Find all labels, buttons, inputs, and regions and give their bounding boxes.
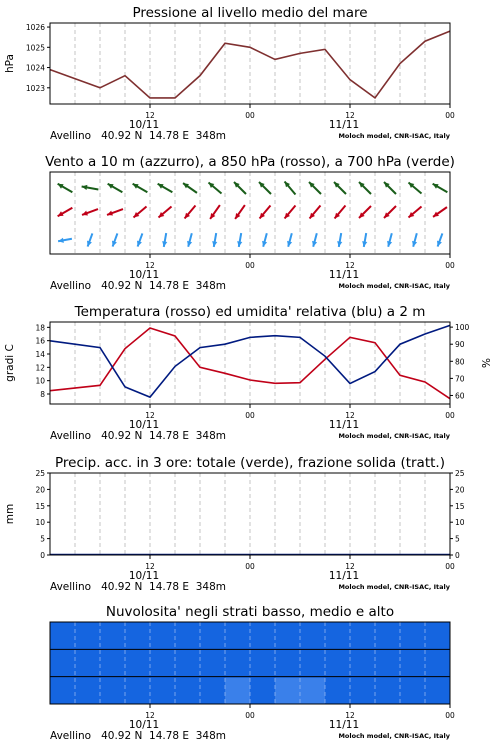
y-tick-label-right: 15 [455, 501, 465, 511]
y-axis-label: gradi C [4, 344, 16, 382]
wind-arrow [82, 185, 99, 190]
location-label: Avellino 40.92 N 14.78 E 348m [50, 280, 226, 292]
y-tick-label: 25 [35, 469, 45, 478]
wind-arrow [212, 233, 217, 247]
x-tick-label: 00 [445, 261, 455, 270]
wind-arrow [185, 205, 196, 218]
x-tick-label: 00 [245, 411, 255, 420]
y-axis-label: % [481, 358, 493, 368]
wind-arrow [309, 182, 321, 194]
x-tick-label: 12 [145, 111, 155, 120]
y-tick-label-right: 5 [455, 534, 460, 544]
y-tick-label-right: 60 [455, 391, 465, 401]
wind-arrow [108, 184, 123, 193]
wind-arrow [58, 184, 73, 193]
wind-arrow [408, 183, 421, 194]
cloud-cell [275, 678, 300, 704]
y-tick-label: 18 [35, 323, 45, 333]
wind-arrow [208, 183, 221, 194]
temperature-humidity-chart [4, 304, 493, 442]
wind-arrow [412, 233, 417, 247]
x-tick-label: 00 [445, 111, 455, 120]
precipitation-chart [4, 455, 465, 593]
wind-arrow [362, 233, 367, 247]
location-label: Avellino 40.92 N 14.78 E 348m [50, 130, 226, 142]
cloud-cell [300, 678, 325, 704]
y-axis-label: mm [4, 503, 16, 525]
wind-arrow [437, 233, 442, 246]
x-tick-label: 12 [345, 562, 355, 571]
wind-arrow-head [137, 241, 142, 247]
y-tick-label: 1026 [25, 23, 45, 33]
wind-arrow [287, 233, 292, 247]
plot-frame [50, 23, 450, 104]
y-tick-label-right: 90 [455, 340, 465, 350]
x-tick-label: 00 [245, 261, 255, 270]
location-label: Avellino 40.92 N 14.78 E 348m [50, 581, 226, 593]
x-tick-label: 00 [245, 562, 255, 571]
panel-title: Nuvolosita' negli strati basso, medio e alto [105, 604, 395, 620]
x-tick-label: 00 [245, 111, 255, 120]
date-label: 10/11 [128, 570, 160, 582]
y-tick-label-right: 25 [455, 469, 465, 478]
date-label: 11/11 [328, 719, 360, 731]
wind-arrow [235, 205, 245, 219]
wind-arrow [237, 233, 242, 247]
credit-label: Moloch model, CNR-ISAC, Italy [338, 432, 450, 440]
y-tick-label: 5 [40, 534, 45, 544]
panel-title: Temperatura (rosso) ed umidita' relativa (blu) a 2 m [74, 304, 426, 320]
wind-arrow [259, 182, 271, 194]
y-tick-label-right: 80 [455, 357, 465, 367]
date-label: 11/11 [328, 269, 360, 281]
wind-arrow [112, 233, 117, 246]
y-tick-label: 12 [35, 363, 45, 373]
date-label: 10/11 [128, 119, 160, 131]
pressure-chart [4, 5, 455, 142]
credit-label: Moloch model, CNR-ISAC, Italy [338, 132, 450, 140]
x-tick-label: 12 [145, 711, 155, 720]
wind-arrow [433, 184, 448, 193]
wind-arrow [58, 238, 72, 243]
wind-arrow [312, 233, 317, 247]
wind-arrow-head [437, 241, 442, 247]
wind-arrow [285, 181, 296, 194]
x-tick-label: 12 [145, 411, 155, 420]
wind-arrow [335, 205, 346, 218]
wind-arrow [310, 205, 321, 218]
y-axis-label: hPa [4, 54, 16, 73]
y-tick-label-right: 20 [455, 485, 465, 495]
x-tick-label: 12 [345, 111, 355, 120]
y-tick-label: 10 [35, 518, 45, 528]
credit-label: Moloch model, CNR-ISAC, Italy [338, 282, 450, 290]
wind-arrow [408, 207, 421, 218]
y-tick-label: 10 [35, 376, 45, 386]
y-tick-label: 14 [35, 350, 45, 359]
x-tick-label: 12 [345, 261, 355, 270]
y-tick-label-right: 70 [455, 374, 465, 384]
y-tick-label-right: 10 [455, 518, 465, 528]
wind-arrow-head [107, 211, 113, 216]
y-tick-label: 1025 [25, 43, 45, 53]
wind-arrow [187, 233, 192, 247]
wind-arrow [384, 206, 396, 218]
date-label: 10/11 [128, 419, 160, 431]
date-label: 11/11 [328, 119, 360, 131]
wind-arrow-head [112, 241, 117, 247]
y-tick-label: 15 [35, 501, 45, 511]
wind-arrow [162, 233, 167, 247]
x-tick-label: 12 [345, 711, 355, 720]
wind-arrow [285, 205, 296, 218]
panel-title: Pressione al livello medio del mare [132, 5, 368, 21]
wind-arrow [158, 184, 173, 193]
wind-arrow [262, 233, 267, 247]
plot-frame [50, 473, 450, 555]
wind-arrow [133, 184, 148, 193]
x-tick-label: 00 [445, 562, 455, 571]
date-label: 11/11 [328, 570, 360, 582]
wind-arrow [359, 206, 371, 218]
wind-arrow [137, 233, 142, 246]
wind-arrow [337, 233, 342, 247]
y-tick-label: 8 [40, 390, 45, 399]
credit-label: Moloch model, CNR-ISAC, Italy [338, 732, 450, 740]
date-label: 11/11 [328, 419, 360, 431]
wind-arrow [82, 209, 98, 215]
x-tick-label: 00 [445, 711, 455, 720]
wind-arrow [87, 233, 92, 246]
x-tick-label: 12 [145, 562, 155, 571]
credit-label: Moloch model, CNR-ISAC, Italy [338, 583, 450, 591]
wind-arrow-head [82, 211, 88, 216]
wind-arrow [210, 205, 220, 219]
wind-arrow [433, 207, 447, 217]
wind-arrow [359, 182, 371, 194]
x-tick-label: 12 [145, 261, 155, 270]
wind-arrow [58, 208, 73, 217]
wind-arrow [384, 182, 396, 194]
wind-arrow [387, 233, 392, 247]
wind-arrow-head [87, 241, 92, 247]
wind-arrow [260, 205, 271, 218]
wind-arrow [133, 207, 146, 218]
y-tick-label: 1024 [25, 63, 45, 73]
cloud-cover-chart [50, 604, 455, 742]
location-label: Avellino 40.92 N 14.78 E 348m [50, 430, 226, 442]
cloud-cell [225, 678, 250, 704]
wind-arrow [334, 182, 346, 194]
y-tick-label: 1023 [25, 83, 45, 93]
panel-title: Vento a 10 m (azzurro), a 850 hPa (rosso), a 700 hPa (verde) [45, 154, 455, 170]
wind-arrow [158, 207, 171, 218]
y-tick-label: 20 [35, 485, 45, 495]
wind-chart [45, 154, 455, 292]
date-label: 10/11 [128, 719, 160, 731]
wind-arrow [234, 182, 246, 194]
location-label: Avellino 40.92 N 14.78 E 348m [50, 730, 226, 742]
y-tick-label-right: 0 [455, 551, 460, 560]
y-tick-label: 16 [35, 336, 45, 346]
wind-arrow [183, 183, 197, 193]
y-tick-label-right: 100 [455, 323, 470, 333]
y-tick-label: 0 [40, 551, 45, 560]
wind-arrow [107, 209, 123, 215]
x-tick-label: 00 [245, 711, 255, 720]
x-tick-label: 12 [345, 411, 355, 420]
date-label: 10/11 [128, 269, 160, 281]
panel-title: Precip. acc. in 3 ore: totale (verde), frazione solida (tratt.) [55, 455, 445, 471]
x-tick-label: 00 [445, 411, 455, 420]
